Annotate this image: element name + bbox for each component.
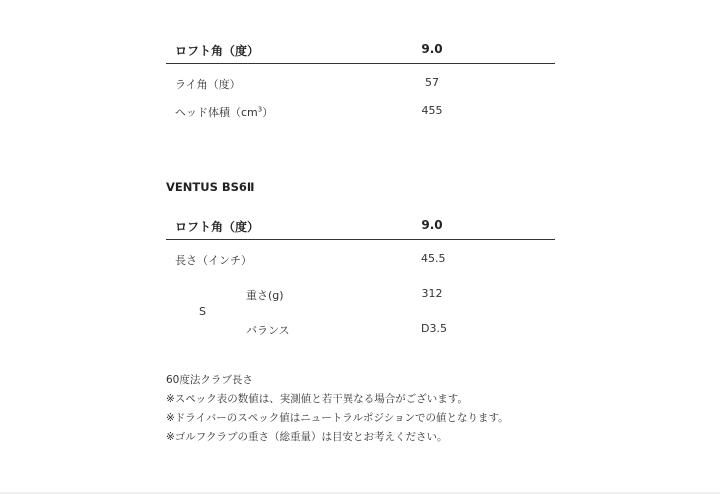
- head-volume-label: ヘッド体積$(cm^3)$: [175, 105, 274, 119]
- note-line: ※ゴルフクラブの重さ（総重量）は目安とお考えください。: [166, 431, 448, 443]
- note-line: ※ドライバーのスペック値はニュートラルポジションでの値となります。: [166, 412, 509, 424]
- shaft-title: VENTUS BS6Ⅱ: [166, 180, 255, 194]
- head-volume-value: 455: [421, 104, 443, 117]
- table-header-row: [166, 35, 555, 64]
- lie-angle-value: 57: [425, 76, 439, 89]
- weight-value: 312: [421, 287, 443, 300]
- loft-header-value: 9.0: [421, 218, 443, 232]
- table-header-row: [166, 211, 555, 240]
- length-label: 長さ（インチ）: [175, 254, 252, 267]
- note-line: ※スペック表の数値は、実測値と若干異なる場合がございます。: [166, 393, 468, 405]
- note-line: 60度法クラブ長さ: [166, 374, 253, 386]
- balance-value: D3.5: [421, 322, 447, 335]
- flex-label: S: [199, 305, 206, 318]
- head-spec-table: [166, 35, 555, 119]
- loft-header-value: 9.0: [421, 42, 443, 56]
- weight-label: 重さ(g): [246, 289, 284, 302]
- spec-notes: [166, 371, 509, 447]
- lie-angle-label: ライ角（度）: [175, 78, 241, 91]
- shaft-spec-table: [166, 211, 555, 337]
- balance-label: バランス: [246, 324, 290, 337]
- loft-header-label: ロフト角（度）: [175, 220, 260, 234]
- loft-header-label: ロフト角（度）: [175, 44, 260, 58]
- length-value: 45.5: [421, 252, 446, 265]
